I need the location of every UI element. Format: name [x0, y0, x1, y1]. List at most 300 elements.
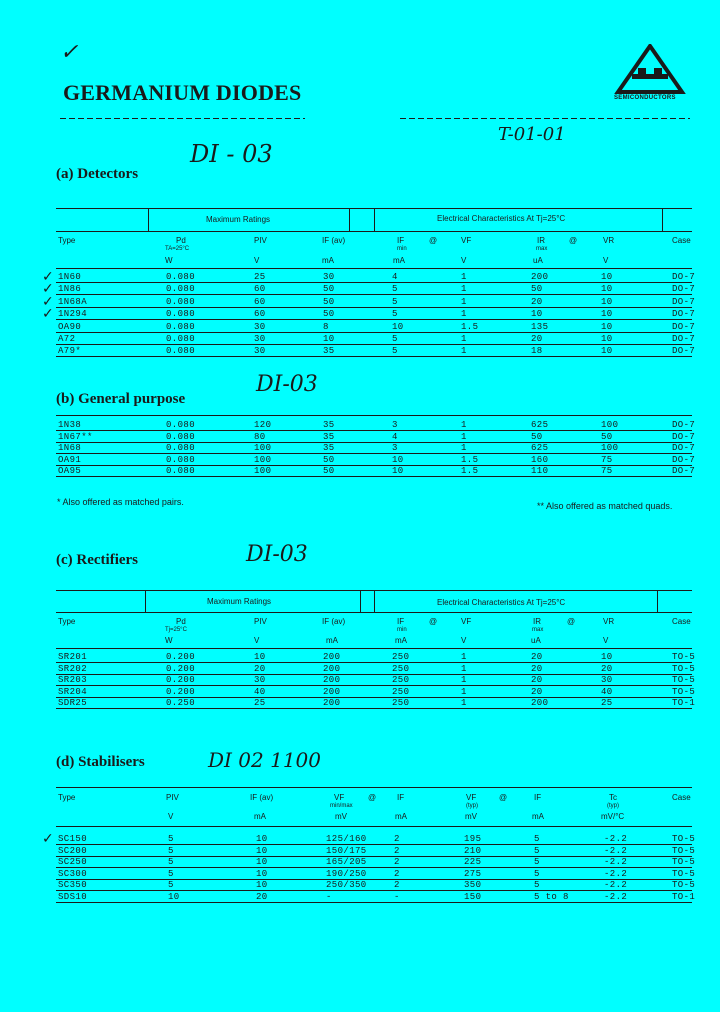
section-heading-stabilisers: (d) Stabilisers — [56, 754, 145, 770]
col-at: @ — [429, 236, 438, 245]
cell-piv: 10 — [168, 892, 180, 902]
col-vf2-sub: (typ) — [466, 803, 478, 809]
cell-pd: 0.080 — [166, 420, 196, 430]
unit-pd: W — [165, 256, 173, 265]
table-row — [56, 845, 696, 857]
cell-piv: 5 — [168, 868, 174, 879]
table-top-rule — [56, 787, 692, 788]
col-vf: VF — [334, 793, 345, 802]
cell-pd: 0.200 — [166, 686, 196, 697]
handwritten-code-stabilisers: DI 02 1100 — [208, 748, 321, 772]
cell-if2: 5 — [534, 834, 540, 844]
group-divider — [374, 208, 375, 231]
cell-piv: 5 — [168, 834, 174, 844]
cell-if: 5 — [392, 346, 398, 357]
cell-case: DO-7 — [672, 420, 696, 430]
cell-type: SR204 — [58, 686, 88, 697]
cell-piv: 10 — [254, 652, 266, 662]
dotted-rule — [60, 118, 305, 119]
logo-text: SEMICONDUCTORS — [614, 95, 676, 101]
unit-pd: W — [165, 636, 173, 645]
col-vr: VR — [603, 617, 615, 626]
row-rule — [56, 902, 692, 903]
cell-if-av: 10 — [256, 845, 268, 856]
col-ir-sub: max — [532, 627, 544, 633]
cell-vf: 1 — [461, 346, 467, 357]
table-row — [56, 466, 696, 477]
table-row — [56, 834, 696, 845]
cell-case: TO-1 — [672, 698, 696, 709]
unit-vr: V — [603, 636, 609, 645]
cell-vf: 250/350 — [326, 880, 367, 891]
cell-vf2: 350 — [464, 880, 482, 891]
cell-vf: 1.5 — [461, 454, 479, 465]
cell-if: 10 — [392, 454, 404, 465]
cell-ir: 10 — [531, 309, 543, 320]
note-matched-quads: ** Also offered as matched quads. — [537, 501, 673, 511]
group-electrical: Electrical Characteristics At Tj=25°C — [437, 214, 566, 223]
cell-type: SR201 — [58, 652, 88, 662]
cell-type: SC200 — [58, 845, 88, 856]
handwritten-code-detectors: DI - 03 — [190, 140, 273, 168]
table-header-rule — [56, 231, 692, 232]
col-piv: PIV — [254, 236, 267, 245]
cell-vf2: 225 — [464, 857, 482, 868]
cell-if-av: 20 — [256, 892, 268, 902]
unit-if-av: mA — [326, 636, 338, 645]
general-top-rule — [56, 415, 692, 416]
handwritten-tick-icon: ✓ — [42, 268, 54, 284]
table-row — [56, 686, 696, 698]
cell-vf2: 210 — [464, 845, 482, 856]
unit-vf2: mV — [465, 812, 477, 821]
handwritten-code-general: DI-03 — [256, 372, 318, 397]
cell-ir: 20 — [531, 652, 543, 662]
handwritten-tick-icon: ✓ — [42, 292, 54, 309]
cell-case: TO-5 — [672, 845, 696, 856]
unit-piv: V — [254, 636, 260, 645]
unit-tc: mV/°C — [601, 812, 625, 821]
cell-vr: 20 — [601, 663, 613, 674]
cell-vf: 1 — [461, 296, 467, 307]
cell-piv: 30 — [254, 346, 266, 357]
cell-piv: 120 — [254, 420, 272, 430]
row-rule — [56, 332, 692, 333]
units-rule — [56, 648, 692, 649]
table-row — [56, 296, 696, 308]
cell-piv: 25 — [254, 698, 266, 709]
logo-triangle-icon — [612, 44, 688, 94]
col-vr: VR — [603, 236, 615, 245]
table-row — [56, 334, 696, 345]
unit-piv: V — [254, 256, 260, 265]
cell-if-av: 50 — [323, 296, 335, 307]
cell-if: 250 — [392, 675, 410, 686]
cell-vr: 75 — [601, 454, 613, 465]
cell-tc: -2.2 — [604, 880, 628, 891]
cell-vr: 30 — [601, 675, 613, 686]
col-if-sub: min — [397, 246, 407, 252]
table-row — [56, 420, 696, 431]
handwritten-tick-icon: ✓ — [42, 280, 54, 297]
cell-if: 5 — [392, 284, 398, 295]
cell-type: SC250 — [58, 857, 88, 868]
col-if: IF — [397, 617, 405, 626]
cell-piv: 30 — [254, 321, 266, 332]
cell-vf: - — [326, 892, 332, 902]
cell-type: 1N67** — [58, 431, 93, 442]
cell-vf: 1.5 — [461, 321, 479, 332]
cell-if: 3 — [392, 420, 398, 430]
cell-piv: 100 — [254, 466, 272, 477]
dotted-rule-right — [400, 118, 690, 119]
table-row — [56, 284, 696, 295]
col-at-2: @ — [499, 793, 508, 802]
cell-if: 5 — [392, 334, 398, 344]
cell-tc: -2.2 — [604, 857, 628, 868]
cell-vf: 1 — [461, 443, 467, 454]
col-pd: Pd — [176, 236, 186, 245]
cell-ir: 110 — [531, 466, 549, 477]
unit-if: mA — [393, 256, 405, 265]
cell-case: DO-7 — [672, 443, 696, 454]
cell-if-av: 50 — [323, 454, 335, 465]
cell-pd: 0.200 — [166, 675, 196, 686]
col-pd-cond: TA=25°C — [165, 246, 190, 252]
col-if-av: IF (av) — [322, 617, 346, 626]
col-at-2: @ — [567, 617, 576, 626]
cell-piv: 60 — [254, 284, 266, 295]
cell-vf: 1 — [461, 309, 467, 320]
cell-if: 2 — [394, 868, 400, 879]
cell-type: A79* — [58, 346, 82, 357]
ref-code: T-01-01 — [498, 124, 566, 145]
table-row — [56, 309, 696, 320]
cell-piv: 100 — [254, 454, 272, 465]
cell-if: 2 — [394, 845, 400, 856]
col-vf: VF — [461, 236, 472, 245]
units-rule — [56, 268, 692, 269]
col-pd-cond: Tj=25°C — [165, 627, 187, 633]
cell-if2: 5 — [534, 857, 540, 868]
cell-ir: 160 — [531, 454, 549, 465]
cell-pd: 0.080 — [166, 454, 196, 465]
cell-vf: 1 — [461, 420, 467, 430]
unit-ir: uA — [533, 256, 543, 265]
cell-type: 1N68A — [58, 296, 88, 307]
cell-case: DO-7 — [672, 466, 696, 477]
cell-ir: 20 — [531, 686, 543, 697]
cell-piv: 5 — [168, 845, 174, 856]
col-ir: IR — [537, 236, 545, 245]
cell-vr: 40 — [601, 686, 613, 697]
cell-case: DO-7 — [672, 296, 696, 307]
cell-piv: 30 — [254, 675, 266, 686]
cell-vf: 190/250 — [326, 868, 367, 879]
cell-pd: 0.080 — [166, 272, 196, 282]
col-case: Case — [672, 793, 691, 802]
cell-type: OA95 — [58, 466, 82, 477]
cell-vf: 1 — [461, 686, 467, 697]
cell-ir: 50 — [531, 431, 543, 442]
cell-if: 2 — [394, 857, 400, 868]
cell-vr: 10 — [601, 284, 613, 295]
cell-pd: 0.200 — [166, 652, 196, 662]
cell-if-av: 35 — [323, 346, 335, 357]
cell-vf2: 150 — [464, 892, 482, 902]
row-rule — [56, 294, 692, 295]
cell-if-av: 10 — [256, 857, 268, 868]
cell-if-av: 30 — [323, 272, 335, 282]
unit-piv: V — [168, 812, 174, 821]
cell-vf: 1 — [461, 675, 467, 686]
cell-tc: -2.2 — [604, 892, 628, 902]
table-row — [56, 675, 696, 686]
group-divider — [145, 590, 146, 612]
cell-if-av: 10 — [256, 880, 268, 891]
table-row — [56, 880, 696, 891]
cell-if: 4 — [392, 272, 398, 282]
row-rule — [56, 282, 692, 283]
cell-vf2: 195 — [464, 834, 482, 844]
cell-case: DO-7 — [672, 284, 696, 295]
col-ir-sub: max — [536, 246, 548, 252]
cell-case: DO-7 — [672, 431, 696, 442]
col-if: IF — [397, 793, 405, 802]
cell-pd: 0.080 — [166, 284, 196, 295]
cell-ir: 20 — [531, 663, 543, 674]
cell-if: 250 — [392, 698, 410, 709]
cell-vr: 75 — [601, 466, 613, 477]
unit-if-av: mA — [254, 812, 266, 821]
col-type: Type — [58, 617, 76, 626]
cell-case: DO-7 — [672, 454, 696, 465]
cell-ir: 20 — [531, 334, 543, 344]
row-rule — [56, 319, 692, 320]
cell-ir: 135 — [531, 321, 549, 332]
cell-piv: 80 — [254, 431, 266, 442]
col-if-av: IF (av) — [250, 793, 274, 802]
cell-vr: 10 — [601, 296, 613, 307]
row-rule — [56, 344, 692, 345]
cell-type: 1N68 — [58, 443, 82, 454]
cell-piv: 60 — [254, 296, 266, 307]
cell-if-av: 200 — [323, 675, 341, 686]
unit-ir: uA — [531, 636, 541, 645]
cell-vr: 100 — [601, 443, 619, 454]
cell-pd: 0.080 — [166, 309, 196, 320]
cell-if-av: 8 — [323, 321, 329, 332]
unit-if2: mA — [532, 812, 544, 821]
cell-ir: 20 — [531, 675, 543, 686]
page-title: GERMANIUM DIODES — [63, 80, 302, 105]
cell-if-av: 10 — [323, 334, 335, 344]
cell-if-av: 200 — [323, 698, 341, 709]
cell-case: TO-1 — [672, 892, 696, 902]
cell-pd: 0.080 — [166, 346, 196, 357]
group-divider — [349, 208, 350, 231]
cell-case: DO-7 — [672, 309, 696, 320]
cell-tc: -2.2 — [604, 868, 628, 879]
cell-if: 2 — [394, 880, 400, 891]
handwritten-tick-icon: ✓ — [42, 305, 54, 322]
cell-piv: 100 — [254, 443, 272, 454]
table-header-rule — [56, 612, 692, 613]
unit-vf: V — [461, 636, 467, 645]
unit-vr: V — [603, 256, 609, 265]
cell-piv: 5 — [168, 857, 174, 868]
cell-if: 250 — [392, 686, 410, 697]
row-rule — [56, 307, 692, 308]
cell-if: - — [394, 892, 400, 902]
cell-ir: 18 — [531, 346, 543, 357]
group-divider — [148, 208, 149, 231]
cell-ir: 50 — [531, 284, 543, 295]
note-matched-pairs: * Also offered as matched pairs. — [57, 497, 184, 507]
table-row — [56, 857, 696, 868]
cell-if: 2 — [394, 834, 400, 844]
cell-vf: 165/205 — [326, 857, 367, 868]
cell-pd: 0.080 — [166, 431, 196, 442]
table-row — [56, 443, 696, 454]
cell-type: SC300 — [58, 868, 88, 879]
cell-pd: 0.080 — [166, 466, 196, 477]
cell-case: DO-7 — [672, 346, 696, 357]
cell-if-av: 50 — [323, 284, 335, 295]
cell-case: TO-5 — [672, 834, 696, 844]
table-row — [56, 321, 696, 333]
col-at: @ — [368, 793, 377, 802]
unit-vf: V — [461, 256, 467, 265]
cell-vr: 100 — [601, 420, 619, 430]
cell-vf: 1.5 — [461, 466, 479, 477]
cell-if-av: 35 — [323, 420, 335, 430]
table-row — [56, 698, 696, 709]
cell-if: 5 — [392, 296, 398, 307]
handwritten-code-rectifiers: DI-03 — [246, 542, 308, 567]
cell-if-av: 35 — [323, 431, 335, 442]
cell-pd: 0.200 — [166, 663, 196, 674]
col-type: Type — [58, 236, 76, 245]
cell-vf2: 275 — [464, 868, 482, 879]
cell-if-av: 50 — [323, 466, 335, 477]
cell-vr: 10 — [601, 334, 613, 344]
cell-type: SR202 — [58, 663, 88, 674]
col-tc: Tc — [609, 793, 617, 802]
cell-piv: 30 — [254, 334, 266, 344]
group-divider — [360, 590, 361, 612]
col-vf2: VF — [466, 793, 477, 802]
cell-piv: 25 — [254, 272, 266, 282]
cell-vf: 1 — [461, 663, 467, 674]
cell-case: TO-5 — [672, 686, 696, 697]
cell-if: 5 — [392, 309, 398, 320]
table-row — [56, 431, 696, 443]
cell-type: 1N38 — [58, 420, 82, 430]
cell-case: DO-7 — [672, 334, 696, 344]
cell-vf: 1 — [461, 431, 467, 442]
col-if-av: IF (av) — [322, 236, 346, 245]
cell-if2: 5 — [534, 868, 540, 879]
table-row — [56, 868, 696, 880]
group-max-ratings: Maximum Ratings — [206, 215, 271, 224]
unit-if: mA — [395, 636, 407, 645]
cell-vf: 125/160 — [326, 834, 367, 844]
cell-vf: 1 — [461, 272, 467, 282]
cell-vr: 10 — [601, 272, 613, 282]
cell-vr: 50 — [601, 431, 613, 442]
cell-vr: 10 — [601, 652, 613, 662]
col-if-sub: min — [397, 627, 407, 633]
cell-piv: 5 — [168, 880, 174, 891]
group-divider — [662, 208, 663, 231]
cell-vf: 1 — [461, 334, 467, 344]
handwritten-tick-icon: ✓ — [42, 830, 54, 846]
cell-if2: 5 — [534, 880, 540, 891]
cell-pd: 0.080 — [166, 443, 196, 454]
col-case: Case — [672, 236, 691, 245]
cell-pd: 0.080 — [166, 334, 196, 344]
cell-tc: -2.2 — [604, 834, 628, 844]
cell-case: DO-7 — [672, 272, 696, 282]
cell-ir: 200 — [531, 698, 549, 709]
cell-case: TO-5 — [672, 675, 696, 686]
cell-if: 3 — [392, 443, 398, 454]
row-rule — [56, 708, 692, 709]
cell-if: 250 — [392, 652, 410, 662]
section-heading-rectifiers: (c) Rectifiers — [56, 552, 139, 568]
cell-type: SR203 — [58, 675, 88, 686]
units-rule — [56, 826, 692, 827]
cell-case: TO-5 — [672, 663, 696, 674]
row-rule — [56, 476, 692, 477]
group-electrical: Electrical Characteristics At Tj=25°C — [437, 598, 566, 607]
col-vf-sub: min/max — [330, 803, 353, 809]
col-vf: VF — [461, 617, 472, 626]
cell-type: OA90 — [58, 321, 82, 332]
cell-type: OA91 — [58, 454, 82, 465]
cell-case: TO-5 — [672, 868, 696, 879]
row-rule — [56, 356, 692, 357]
cell-if-av: 50 — [323, 309, 335, 320]
unit-if-av: mA — [322, 256, 334, 265]
cell-if: 4 — [392, 431, 398, 442]
cell-type: 1N86 — [58, 284, 82, 295]
cell-type: SC150 — [58, 834, 88, 844]
cell-vf: 1 — [461, 284, 467, 295]
cell-vf: 150/175 — [326, 845, 367, 856]
cell-case: TO-5 — [672, 652, 696, 662]
cell-type: SDS10 — [58, 892, 88, 902]
cell-vf: 1 — [461, 698, 467, 709]
cell-if-av: 10 — [256, 868, 268, 879]
group-divider — [374, 590, 375, 612]
col-pd: Pd — [176, 617, 186, 626]
cell-type: 1N60 — [58, 272, 82, 282]
group-max-ratings: Maximum Ratings — [207, 597, 272, 606]
cell-pd: 0.080 — [166, 296, 196, 307]
cell-type: SC350 — [58, 880, 88, 891]
unit-if: mA — [395, 812, 407, 821]
table-row — [56, 892, 696, 903]
cell-piv: 40 — [254, 686, 266, 697]
cell-piv: 60 — [254, 309, 266, 320]
cell-if: 10 — [392, 321, 404, 332]
section-heading-detectors: (a) Detectors — [56, 166, 139, 182]
cell-vr: 25 — [601, 698, 613, 709]
cell-vf: 1 — [461, 652, 467, 662]
cell-ir: 200 — [531, 272, 549, 282]
